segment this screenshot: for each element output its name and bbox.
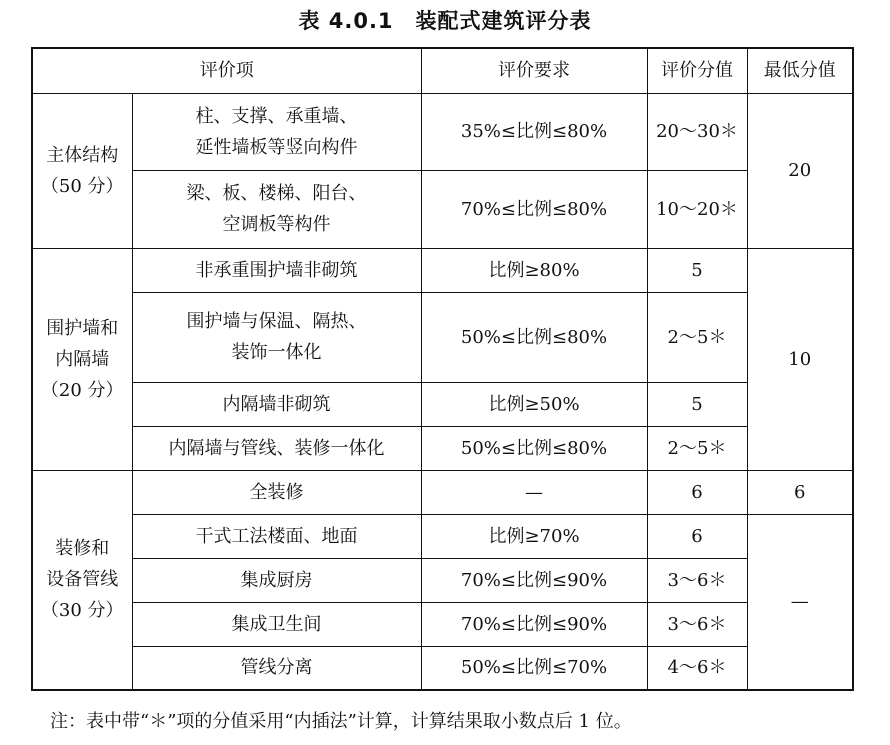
requirement-cell: 比例≥50% (421, 382, 647, 426)
item-cell: 集成厨房 (132, 558, 421, 602)
table-row (32, 292, 853, 382)
table-row (32, 646, 853, 690)
requirement-cell: 70%≤比例≤90% (421, 602, 647, 646)
item-cell: 全装修 (132, 470, 421, 514)
requirement-cell: 70%≤比例≤80% (421, 170, 647, 248)
header-min-score: 最低分值 (747, 48, 853, 93)
requirement-cell: — (421, 470, 647, 514)
score-cell: 20～30＊ (647, 93, 747, 170)
table-row (32, 426, 853, 470)
table-row (32, 248, 853, 292)
score-cell: 6 (647, 470, 747, 514)
item-cell: 围护墙与保温、隔热、 装饰一体化 (132, 292, 421, 382)
score-cell: 2～5＊ (647, 426, 747, 470)
table-note: 注：表中带“＊”项的分值采用“内插法”计算，计算结果取小数点后 1 位。 (50, 711, 632, 732)
requirement-cell: 50%≤比例≤70% (421, 646, 647, 690)
item-cell: 梁、板、楼梯、阳台、 空调板等构件 (132, 170, 421, 248)
table-title (0, 6, 890, 36)
header-score: 评价分值 (647, 48, 747, 93)
table-row (32, 93, 853, 170)
table-title-text: 装配式建筑评分表 (415, 9, 592, 33)
min-score-structure: 20 (747, 93, 853, 248)
table-row (32, 514, 853, 558)
table-row (32, 602, 853, 646)
group-name-structure: 主体结构 （50 分） (32, 93, 132, 248)
score-cell: 5 (647, 382, 747, 426)
group-name-walls: 围护墙和 内隔墙 （20 分） (32, 248, 132, 470)
score-cell: 5 (647, 248, 747, 292)
score-cell: 4～6＊ (647, 646, 747, 690)
min-score-walls: 10 (747, 248, 853, 470)
item-cell: 干式工法楼面、地面 (132, 514, 421, 558)
requirement-cell: 比例≥80% (421, 248, 647, 292)
score-cell: 3～6＊ (647, 602, 747, 646)
item-cell: 柱、支撑、承重墙、 延性墙板等竖向构件 (132, 93, 421, 170)
header-row (32, 48, 853, 93)
score-cell: 10～20＊ (647, 170, 747, 248)
header-requirement: 评价要求 (421, 48, 647, 93)
table-number: 表 4.0.1 (298, 9, 394, 33)
score-cell: 3～6＊ (647, 558, 747, 602)
requirement-cell: 35%≤比例≤80% (421, 93, 647, 170)
requirement-cell: 50%≤比例≤80% (421, 426, 647, 470)
table-row (32, 558, 853, 602)
item-cell: 非承重围护墙非砌筑 (132, 248, 421, 292)
score-cell: 2～5＊ (647, 292, 747, 382)
group-name-fitout: 装修和 设备管线 （30 分） (32, 470, 132, 690)
item-cell: 管线分离 (132, 646, 421, 690)
table-row (32, 470, 853, 514)
min-score-fitout-rest: — (747, 514, 853, 690)
score-cell: 6 (647, 514, 747, 558)
table-row (32, 170, 853, 248)
requirement-cell: 70%≤比例≤90% (421, 558, 647, 602)
requirement-cell: 比例≥70% (421, 514, 647, 558)
item-cell: 集成卫生间 (132, 602, 421, 646)
min-score-fitout: 6 (747, 470, 853, 514)
requirement-cell: 50%≤比例≤80% (421, 292, 647, 382)
table-row (32, 382, 853, 426)
score-table (31, 47, 854, 691)
item-cell: 内隔墙与管线、装修一体化 (132, 426, 421, 470)
item-cell: 内隔墙非砌筑 (132, 382, 421, 426)
header-item: 评价项 (32, 48, 421, 93)
